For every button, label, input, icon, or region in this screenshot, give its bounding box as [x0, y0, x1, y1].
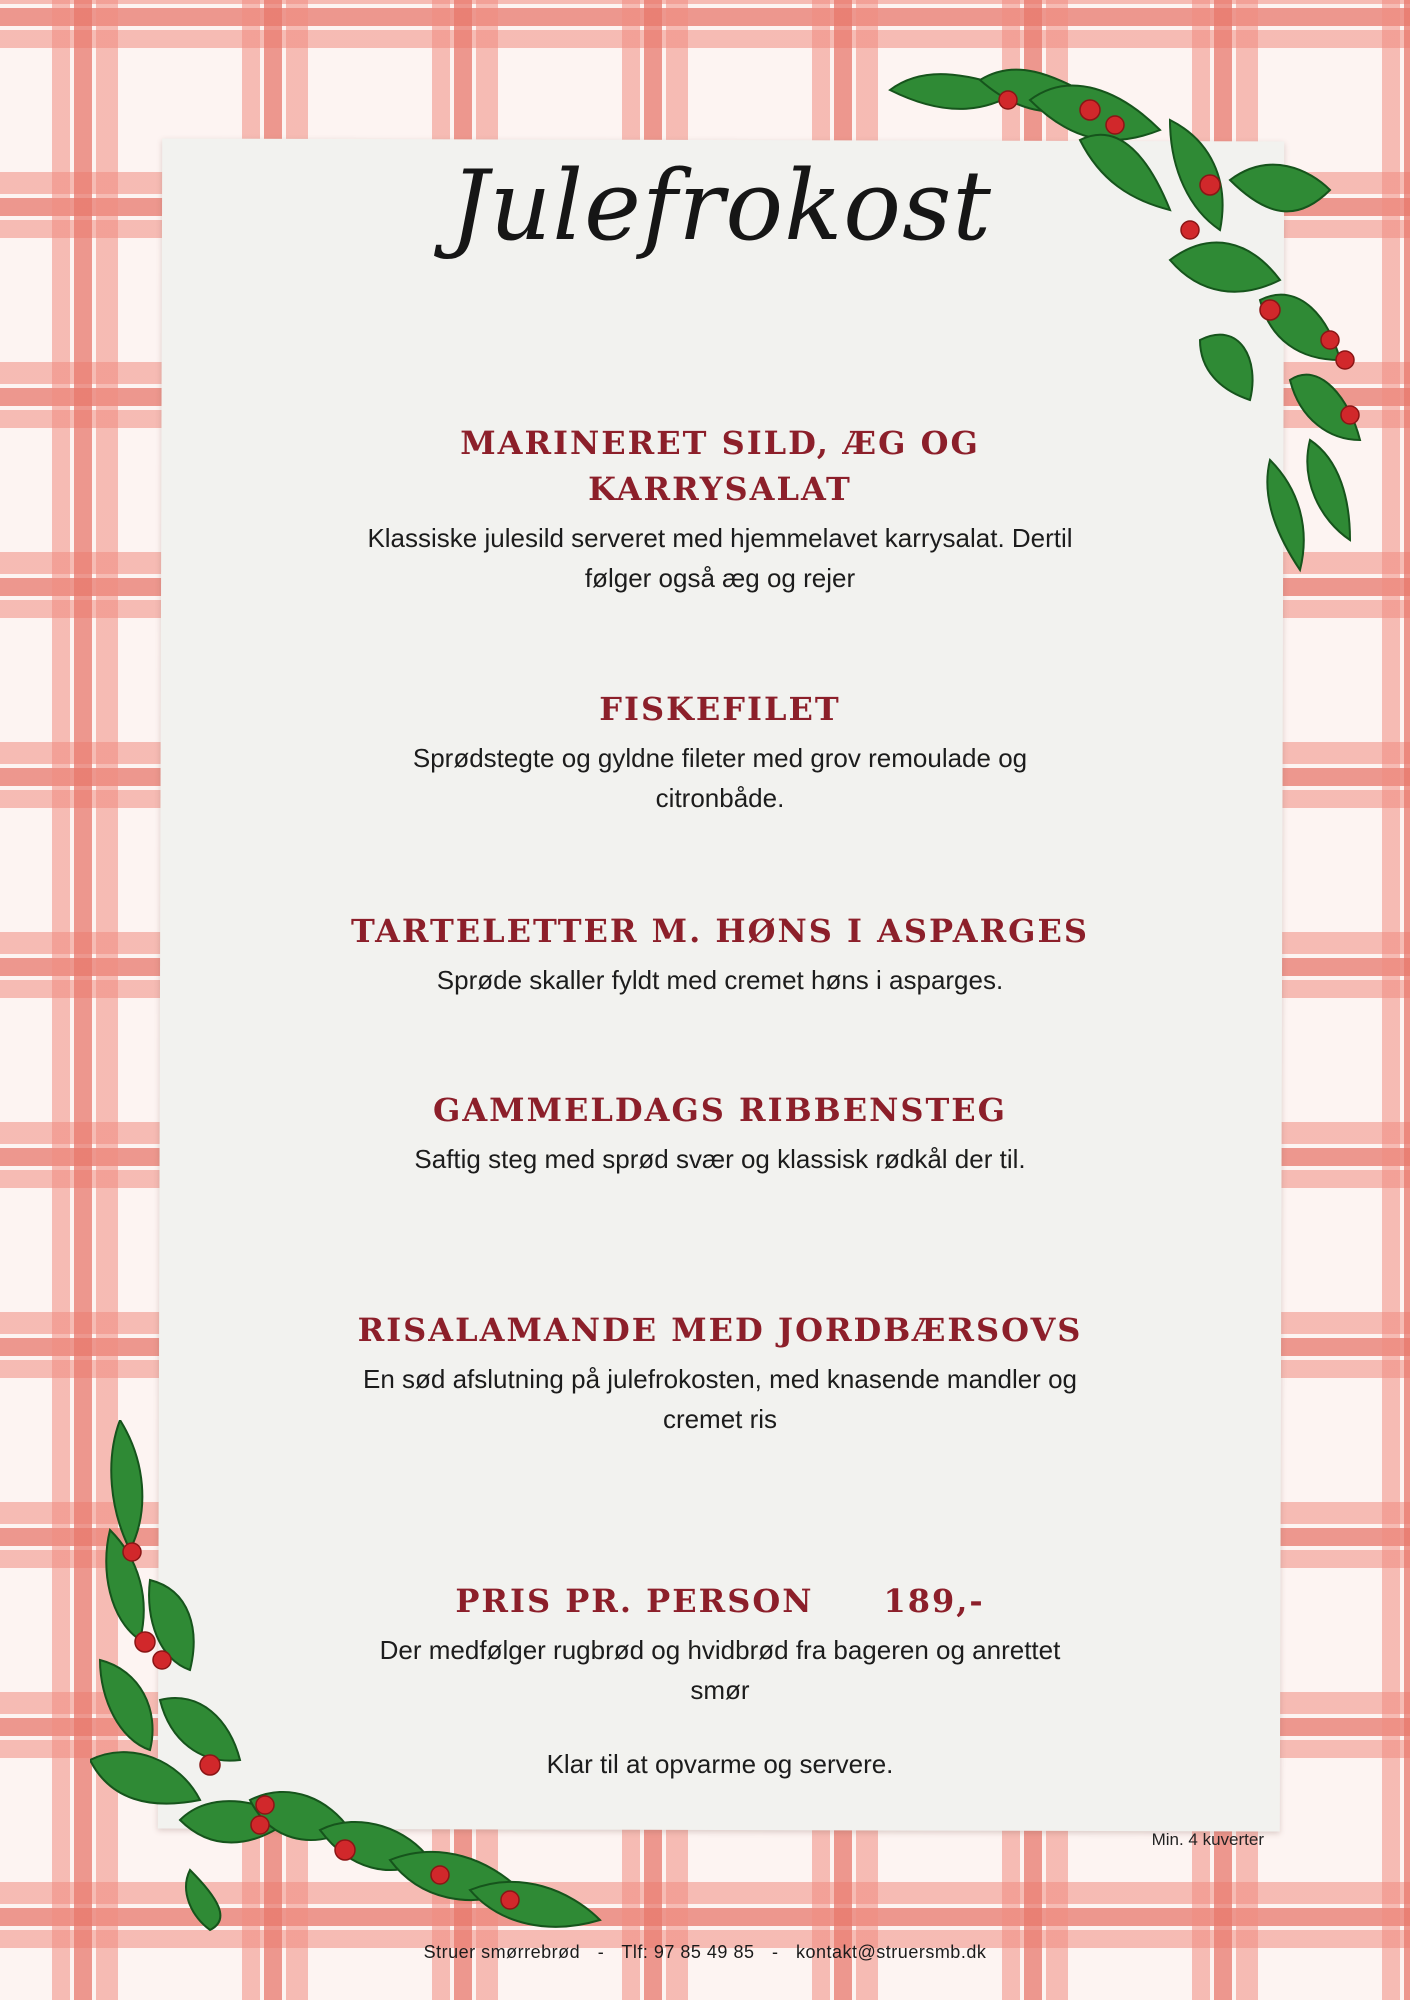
footer-email[interactable]: kontakt@struersmb.dk: [796, 1942, 987, 1962]
dish-section: [280, 908, 1160, 1000]
dish-description: En sød afslutning på julefrokosten, med knasende mandler og cremet ris: [363, 1364, 1077, 1434]
price-description: Der medfølger rugbrød og hvidbrød fra bageren og anrettet smør: [379, 1635, 1061, 1705]
footer-contact: [0, 1942, 1410, 1963]
dish-section: [280, 686, 1160, 818]
dish-section: [280, 1307, 1160, 1439]
dish-name: TARTELETTER M. HØNS I ASPARGES: [351, 912, 1089, 950]
footer-separator: -: [771, 1942, 779, 1962]
dish-name: GAMMELDAGS RIBBENSTEG: [433, 1091, 1007, 1129]
dish-description: Klassiske julesild serveret med hjemmelavet karrysalat. Dertil følger også æg og rejer: [367, 523, 1073, 593]
dish-description: Sprødstegte og gyldne fileter med grov remoulade og citronbåde.: [412, 743, 1028, 813]
dish-description: Sprøde skaller fyldt med cremet høns i asparges.: [436, 965, 1004, 995]
minimum-covers-note: Min. 4 kuverter: [1151, 1830, 1264, 1849]
price-label: PRIS PR. PERSON: [455, 1582, 814, 1620]
dish-name: FISKEFILET: [599, 690, 841, 728]
footer-company: Struer smørrebrød: [423, 1942, 581, 1962]
price-heading: [280, 1578, 1160, 1624]
dish-description: Saftig steg med sprød svær og klassisk rødkål der til.: [414, 1144, 1026, 1174]
menu-title: Julefrokost: [450, 150, 992, 262]
footer-phone: Tlf: 97 85 49 85: [621, 1942, 755, 1962]
price-section: [280, 1578, 1160, 1784]
price-note: Klar til at opvarme og servere.: [546, 1749, 894, 1779]
dish-name: MARINERET SILD, ÆG OG KARRYSALAT: [460, 424, 980, 508]
price-value: 189,-: [883, 1582, 985, 1620]
dish-name: RISALAMANDE MED JORDBÆRSOVS: [357, 1311, 1083, 1349]
footer-separator: -: [597, 1942, 605, 1962]
dish-section: [280, 420, 1160, 598]
dish-section: [280, 1087, 1160, 1179]
